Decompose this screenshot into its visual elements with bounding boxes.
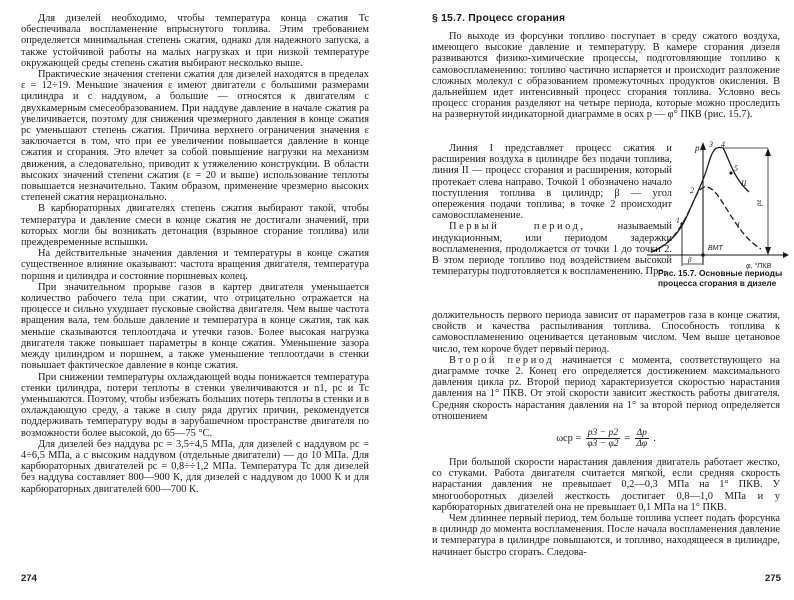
- indicator-diagram: [643, 140, 793, 270]
- indicator-diagram-figure: [643, 140, 793, 320]
- paragraph: Линия I представляет процесс сжатия и расширения воздуха в цилиндре без подачи топлива, линия II — процесс сгорания и расширения, который протекает слева направо. Точкой 1 обозначено начало поступления топлива в цилиндр; β — угол опережения подачи топлива; в точке 2 происходит самовоспламенение.: [432, 143, 672, 222]
- fraction: [634, 428, 649, 449]
- left-text-column: [21, 13, 369, 495]
- svg-text:φ, °ПКВ: φ, °ПКВ: [746, 263, 772, 270]
- denominator: φ3 − φ2: [587, 439, 619, 450]
- paragraph: На действительные значения давления и температуры в конце сжатия существенное влияние оказывают: частота вращения двигателя, температура поршня и цилиндра и состояние поршневых колец.: [21, 248, 369, 282]
- spaced-term: Второй период: [449, 354, 555, 366]
- svg-text:2: 2: [690, 186, 694, 195]
- paragraph-text: начинается с момента, соответствующего на диаграмме точке 2. Конец его определяется достижением максимального давления цикла pz. Второй период характеризуется скоростью нарастания давления на 1° ПКВ. От этой скорости зависит жесткость работы двигателя. Средняя скорость нарастания давления на 1° за второй период определяется отношением: [432, 354, 780, 422]
- page-number: 274: [21, 573, 37, 584]
- page-number: 275: [765, 573, 781, 584]
- svg-text:ВМТ: ВМТ: [708, 245, 723, 252]
- paragraph: Для дизелей необходимо, чтобы температура конца сжатия Tc обеспечивала воспламенение впрыснутого топлива. Этим требованием определяется минимальная степень сжатия, однако для надежного запуска, а также устойчивой работы на малых нагрузках и при низкой температуре окружающей среды степень сжатия выбирают несколько выше.: [21, 13, 369, 69]
- formula-lhs: ωср =: [556, 432, 582, 444]
- right-text-bottom: [432, 310, 780, 558]
- svg-text:4: 4: [721, 140, 725, 149]
- paragraph: Для дизелей без наддува pc = 3,5÷4,5 МПа, для дизелей с наддувом pc = 4÷6,5 МПа, а с высоким наддувом (отдельные двигатели) — до 10 МПа. Для карбюраторных двигателей pc = 0,8÷÷1,2 МПа. Температура Tc для дизелей без наддува составляет 800—900 К, для дизелей с наддувом до 1000 К и для карбюраторных двигателей 600—700 К.: [21, 438, 369, 495]
- paragraph: По выходе из форсунки топливо поступает в среду сжатого воздуха, имеющего высокие давление и температуру. В камере сгорания дизеля развиваются физико-химические процессы, подготовляющие топливо к самовоспламенению: топливо частично испаряется и происходит разложение сложных молекул с образованием промежуточных продуктов окисления. В дальнейшем идет интенсивный процесс сгорания топлива. Условно весь процесс сгорания разделяют на четыре периода, которые можно проследить на развернутой индикаторной диаграмме в осях p — φ° ПКВ (рис. 15.7).: [432, 31, 780, 121]
- svg-text:5: 5: [734, 164, 738, 173]
- right-text-narrow: [432, 143, 672, 277]
- svg-text:I: I: [737, 221, 740, 230]
- numerator: p3 − p2: [587, 428, 618, 439]
- denominator: Δφ: [636, 439, 648, 450]
- formula-end: .: [653, 432, 656, 444]
- svg-text:p: p: [695, 143, 700, 153]
- paragraph-first-period: [432, 221, 672, 277]
- paragraph: При значительном прорыве газов в картер двигателя уменьшается количество рабочего тела при сжатии, что отрицательно отражается на процессе и сильно ухудшает пусковые свойства двигателя. Чем выше частота вращения вала, тем больше давление и температура в конце сжатия, так как меньше сказываются теплоотдача и утечки газов. Более высокая нагрузка двигателя также повышает параметры в конце сжатия. Уменьшение зазора между цилиндром и поршнем, а также уменьшение теплоотдачи в стенки повышает фактическое давление в конце сжатия.: [21, 281, 369, 372]
- paragraph: Практические значения степени сжатия для дизелей находятся в пределах ε = 12÷19. Меньшие значения ε имеют двигатели с большими размерами цилиндра и с наддувом, а большие — относятся к двигателям с двухкамерным смесеобразованием. При наддуве давление в начале сжатия pa увеличивается, поэтому для снижения чрезмерного давления в конце сжатия pc уменьшают степень сжатия. Причина верхнего ограничения значения ε заключается в том, что при ее увеличении повышается давление в конце сжатия и сгорания. Это влечет за собой повышение нагрузки на механизм движения, а следовательно, приводит к утяжелению конструкции. В области высоких значений степени сжатия (ε = 20 и выше) использование теплоты повышается незначительно. Таким образом, применение чрезмерно высоких степеней сжатия нерационально.: [21, 69, 369, 204]
- fraction: [585, 428, 620, 449]
- paragraph-continuation: должительность первого периода зависит от параметров газа в конце сжатия, свойств и качества распыливания топлива. Способность топлива к самовоспламенению оценивается цетановым числом. Чем выше цетановое число, тем короче будет первый период.: [432, 310, 780, 355]
- formula: [432, 428, 780, 449]
- svg-text:1: 1: [676, 216, 680, 225]
- svg-text:3: 3: [709, 140, 713, 149]
- paragraph-text: называемый индукционным, или периодом задержки воспламенения, продолжается от точки 1 до точки 2. В этом периоде топливо под воздействием высокой температуры подготовляется к воспламенению. Про-: [432, 221, 672, 278]
- svg-text:II: II: [741, 179, 747, 188]
- paragraph: При снижении температуры охлаждающей воды понижается температура стенки цилиндра, потери теплоты в стенки увеличиваются и n1, pc и Tc уменьшаются. Поэтому, чтобы избежать больших потерь теплоты в стенки и в охлаждающую среду, а также в силу ряда других причин, рекомендуется поддерживать температуру воды в зарубашечном пространстве двигателя по возможности более высокой, до 65—75 °C.: [21, 371, 369, 439]
- spaced-term: Первый период,: [449, 221, 586, 233]
- section-heading: § 15.7. Процесс сгорания: [432, 13, 566, 24]
- paragraph: При большой скорости нарастания давления двигатель работает жестко, со стуками. Работа двигателя считается мягкой, если средняя скорость нарастания давления не превышает 0,2—0,3 МПа на 1° ПКВ. У многооборотных дизелей жесткость достигает 0,8—1,0 МПа и у карбюраторных двигателей она не превышает 0,1 МПа на 1° ПКВ.: [432, 457, 780, 513]
- paragraph: Чем длиннее первый период, тем больше топлива успеет подать форсунка в цилиндр до момента воспламенения. После начала воспламенения давление и температура в цилиндре повышаются, и топливо, находящееся в цилиндре, начинает быстро сгорать. Следова-: [432, 513, 780, 558]
- equals: =: [624, 432, 631, 444]
- numerator: Δp: [636, 428, 647, 439]
- right-text-top: [432, 31, 780, 121]
- figure-caption: Рис. 15.7. Основные периоды процесса сгорания в дизеле: [658, 268, 783, 288]
- paragraph: В карбюраторных двигателях степень сжатия выбирают такой, чтобы температура и давление смеси в конце сжатия не достигали значений, при которых могли бы возникать детонация (взрывное сгорание топлива) или преждевременные вспышки.: [21, 203, 369, 249]
- paragraph-second-period: [432, 355, 780, 422]
- svg-text:β: β: [688, 256, 692, 264]
- svg-text:pz: pz: [755, 199, 763, 206]
